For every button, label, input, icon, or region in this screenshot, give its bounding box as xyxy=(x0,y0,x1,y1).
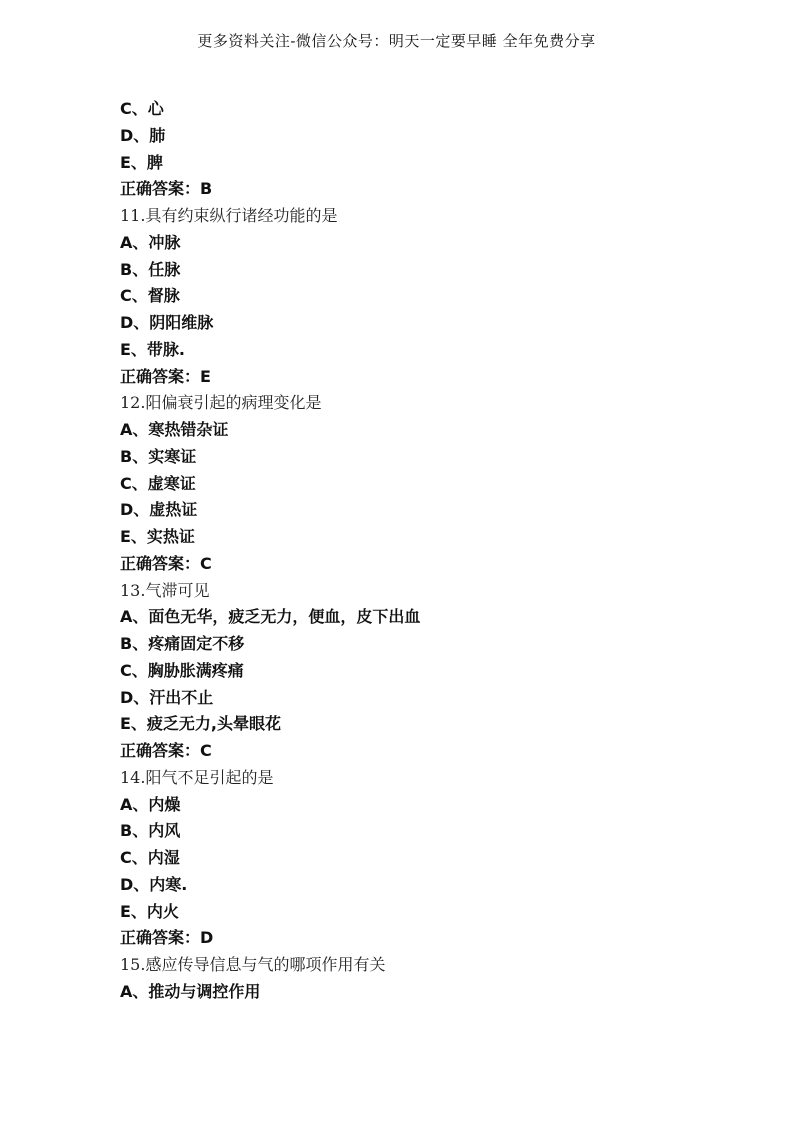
answer-option: D、虚热证 xyxy=(120,500,198,520)
answer-option: A、面色无华，疲乏无力，便血，皮下出血 xyxy=(120,607,421,627)
document-body xyxy=(120,96,720,1006)
answer-option: D、阴阳维脉 xyxy=(120,313,214,332)
answer-option: A、推动与调控作用 xyxy=(120,981,261,1001)
answer-option: D、内寒. xyxy=(120,874,188,894)
answer-option: B、内风 xyxy=(120,821,181,841)
question-text: 12.阳偏衰引起的病理变化是 xyxy=(120,393,322,413)
answer-option: B、疼痛固定不移 xyxy=(120,634,245,653)
correct-answer: 正确答案：C xyxy=(120,553,212,573)
answer-option: E、内火 xyxy=(120,901,179,921)
question-text: 11.具有约束纵行诸经功能的是 xyxy=(120,206,338,225)
correct-answer: 正确答案：C xyxy=(120,741,212,760)
answer-option: E、实热证 xyxy=(120,527,195,546)
question-text: 14.阳气不足引起的是 xyxy=(120,767,274,787)
question-text: 13.气滞可见 xyxy=(120,580,210,600)
answer-option: E、脾 xyxy=(120,152,163,172)
answer-option: C、内湿 xyxy=(120,848,180,867)
correct-answer: 正确答案：B xyxy=(120,179,213,199)
answer-option: C、督脉 xyxy=(120,286,180,306)
correct-answer: 正确答案：D xyxy=(120,928,214,948)
answer-option: A、内燥 xyxy=(120,794,181,814)
answer-option: B、任脉 xyxy=(120,259,181,279)
answer-option: C、胸胁胀满疼痛 xyxy=(120,660,244,680)
answer-option: C、虚寒证 xyxy=(120,473,196,493)
answer-option: E、疲乏无力,头晕眼花 xyxy=(120,714,282,734)
correct-answer: 正确答案：E xyxy=(120,366,211,386)
answer-option: C、心 xyxy=(120,99,164,118)
answer-option: E、带脉. xyxy=(120,339,186,359)
answer-option: B、实寒证 xyxy=(120,446,197,466)
question-text: 15.感应传导信息与气的哪项作用有关 xyxy=(120,955,386,974)
answer-option: A、寒热错杂证 xyxy=(120,420,229,439)
page-header: 更多资料关注-微信公众号：明天一定要早睡 全年免费分享 xyxy=(197,32,596,50)
answer-option: D、肺 xyxy=(120,125,166,145)
answer-option: D、汗出不止 xyxy=(120,687,214,707)
answer-option: A、冲脉 xyxy=(120,232,181,252)
